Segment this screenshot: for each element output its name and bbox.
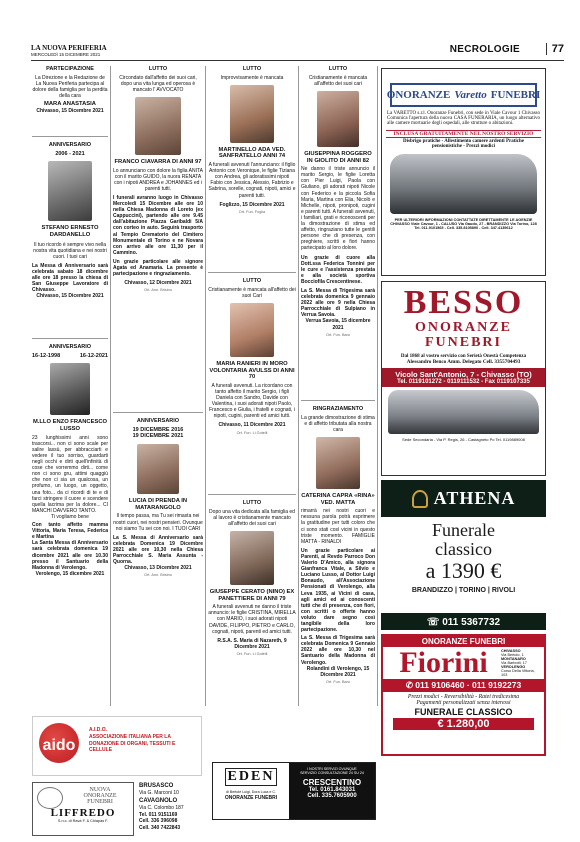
ad-athena[interactable]: ATHENA Funerale classico a 1390 € BRANDIZZO | TORINO | RIVOLI ☏ 011 5367732: [381, 480, 546, 630]
issue-date: MERCOLEDÌ 15 DICEMBRE 2021: [31, 52, 101, 57]
portrait-photo: [137, 444, 179, 494]
column-divider: [298, 66, 299, 706]
column-divider: [110, 66, 111, 706]
column-1: [32, 66, 108, 712]
notice-lutto-ciavarra: LUTTO Circondato dall'affetto dei suoi cari, dopo una vita lunga ed operosa è mancato l' AVVOCATO FRANCO CIAVARRA DI ANNI 97 Lo annunciano con dolore la figlia ANITA con il marito GUIDO, la nuora RENATA con i nipoti ANDREA e JOHANNES ed i parenti tutti. I funerali avranno luogo in Chivasso Mercoledì 15 Dicembre alle ore 10 nella Chiesa Madonna di Loreto (ex Cappuccini), partendo alle ore 9.45 dall'abitazione Piazza Garibaldi 5/A con corteo in auto. Seguirà trasporto al Tempio Crematorio del Cimitero Monumentale di Torino e ne Novara con arrivo alle ore 11,30 per il Cammino. Un grazie particolare alle signore Agata ed Anamaria. La presente è partecipazione e ringraziamento. Chivasso, 12 Dicembre 2021 Ort. Ann. Brisino: [113, 66, 203, 293]
ad-liffredo-addresses: BRUSASCO Via G. Marconi 10 CAVAGNOLO Via C. Colombo 187 Tel. 011 9151169 Cell. 336 396098 Cell. 340 7422843: [139, 783, 184, 832]
ad-aido[interactable]: aido A.I.D.O. ASSOCIAZIONE ITALIANA PER LA DONAZIONE DI ORGANI, TESSUTI E CELLULE: [32, 716, 202, 776]
notice-anniversario-lusso: ANNIVERSARIO 16-12-1998 16-12-2021 M.LLO ENZO FRANCESCO LUSSO 23 lunghissimi anni sono trascorsi... non ci sono scale per salire lassù, per abbracciarti e vedere il tuo sorriso, guardarti negli occhi e dirti quell'infinità di cose che vorremmo dirti... come non ci sono gru, attimi quaggiù che non ci sia un qualcosa, un profumo, un luogo, un oggetto, una foto... da ci ricordi di te e di farci stringere il cuore e scendere quella lacrima per la dolore... CI MANCHI DAVVERO TANTO. Ti vogliamo bene Con tanto affetto mamma Vittoria, Maria Teresa, Federica e Martina La Santa Messa di Anniversario sarà celebrata domenica 19 dicembre 2021 alle ore 10.30 presso il Santuario della Madonna di Verolengo. Verolengo, 15 dicembre 2021: [32, 344, 108, 577]
hearse-photo: [388, 390, 539, 434]
portrait-photo: [135, 97, 181, 155]
portrait-photo: [230, 531, 274, 585]
divider: [113, 412, 203, 413]
page-header: [31, 44, 564, 61]
liffredo-logo-icon: [37, 787, 63, 809]
divider: [32, 338, 108, 339]
notice-lutto-roggero: LUTTO Cristianamente è mancata all'affetto dei suoi cari GIUSEPPINA ROGGERO IN GIOLITO DI ANNI 82 Ne danno il triste annuncio il marito Sergio, le figlie Loretta con Pier Luigi, Paola con Giuliano, gli adorati nipoti Nicole con Federico e la piccola Sofia Maria, Martina con Elia, Nicolò e Michelle, nipoti, pronipoti, cugini e parenti tutti. A funerali avvenuti, i familiari, grati e riconoscenti per la dimostrazione di stima ed affetto, ringraziano tutte le gentili persone che di presenza, con preghiere, scritti e fiori hanno partecipato al loro dolore. Un grazie di cuore alla Dott.ssa Federica Tonnini per le cure e l'assistenza prestata e alla società sportiva Bocciofila Crescentinese. La S. Messa di Trigesima sarà celebrata domenica 9 gennaio 2022 alle ore 9 nella Chiesa Parrocchiale di Sulpiano in Verrua Savoia. Verrua Savoia, 15 dicembre 2021 Ort. Fun. Baro: [301, 66, 375, 337]
notice-anniversario-dardanello: ANNIVERSARIO 2006 - 2021 STEFANO ERNESTO DARDANELLO Il tuo ricordo è sempre vivo nella nostra vita quotidiana e nei nostri cuori. I tuoi cari La Messa di Anniversario sarà celebrata sabato 18 dicembre alle ore 18 presso la chiesa di San Giuseppe Lavoratore di Chivasso. Chivasso, 15 Dicembre 2021: [32, 142, 108, 300]
athena-logo-icon: [412, 490, 428, 508]
column-2: [113, 66, 203, 712]
portrait-photo: [317, 91, 359, 147]
ad-fiorini[interactable]: ONORANZE FUNEBRI Fiorini CHIVASSO Via Bertolo, 1 MONTANARO Via Barbotti, 17 VEROLENGO Corso Della Vittoria, 103 ✆ 011 9106460 · 011 9192273 Prezzi modici - Reversibilità - Ratei tredicesima Pagamenti personalizzati senza interessi FUNERALE CLASSICO € 1.280,00: [381, 634, 546, 756]
portrait-photo: [50, 363, 90, 415]
ad-liffredo[interactable]: NUOVA ONORANZE FUNEBRI LIFFREDO S.n.c. di Ravà F. & Chiapas F.: [32, 782, 134, 836]
section-title: NECROLOGIE: [449, 44, 520, 55]
portrait-photo: [316, 437, 360, 489]
notice-ringraziamento-capra: RINGRAZIAMENTO La grande dimostrazione di stima e di affetto tributata alla nostra cara CATERINA CAPRA «RINA» VED. MATTA rimarrà nei nostri cuori e nessuna parola potrà esprimere la gratitudine per tutti coloro che ci sono stati così vicini in questo triste momento. FAMIGLIE MATTA - RINALDI Un grazie particolare ai Parenti, al Revdo Parroco Don Valerio D'Amico, alla signora Gianfranca Vitale, a Silvio e Luciano Lusso, al Dottor Luigi Bonaudo, all'Associazione Pensionati di Verolengo, alla Leva 1935, ai Vicini di casa, agli amici ed ai conoscenti tutti che di presenza, con fiori, con scritti o offerte hanno voluto dare segno così tangibile della loro partecipazione. La S. Messa di Trigesima sarà celebrata Domenica 9 Gennaio 2022 alle ore 10,30 nel Santuario della Madonna di Verolengo. Rolandini di Verolengo, 15 Dicembre 2021 Ort. Fun. Baro: [301, 406, 375, 684]
column-4: [301, 66, 375, 742]
divider: [301, 400, 375, 401]
divider: [208, 272, 296, 273]
varetto-logo: ONORANZE Varetto FUNEBRI: [390, 83, 537, 107]
divider: [32, 136, 108, 137]
ad-besso[interactable]: BESSO ONORANZE FUNEBRI Dal 1868 al vostro servizio con Serietà Onestà Competenza Alessandro Benco Amm. Delegato Cell. 3355704493 Vicolo Sant'Antonio, 7 - Chivasso (TO) Tel. 0119101272 - 0119111532 - Fax 0119107335 Sede Secondaria - Via P. Regis, 26 - Castagneto Po Tel. 0119889008: [381, 281, 546, 476]
portrait-photo: [230, 303, 274, 357]
portrait-photo: [48, 161, 92, 221]
notice-anniversario-diprenda: ANNIVERSARIO 19 DICEMBRE 2016 19 DICEMBRE 2021 LUCIA DI PRENDA IN MATARANGOLO Il tempo passa, ma Tu sei rimasta nei nostri cuori, nei nostri pensieri. Ovunque noi siamo Tu sei con noi. I TUOI CARI La S. Messa di Anniversario sarà celebrata Domenica 19 Dicembre 2021 alle ore 10,30 nella Chiesa Parrocchiale S. Maria Assunta - Quorna. Chivasso, 13 Dicembre 2021 Ort. Ann. Brisino: [113, 418, 203, 578]
column-divider: [205, 66, 206, 706]
column-divider: [377, 66, 378, 706]
notice-lutto-ranieri: LUTTO Cristianamente è mancata all'affetto dei suoi Cari MARIA RANIERI IN MORO VOLONTARIA AVULSS DI ANNI 70 A funerali avvenuti. La ricordano con tanto affetto il marito Sergio, i figli Daniela con Sandro, Davide con Valentina, i suoi adorati nipoti Paolo, Francesco e Giulia, i fratelli e cognati, i nipoti, cugini, parenti ed amici tutti. Chivasso, 11 Dicembre 2021 Ort. Fun. Li Gotelli: [208, 278, 296, 435]
notice-lutto-cerato: LUTTO Dopo una vita dedicata alla famiglia ed al lavoro è cristianamente mancato all'affetto dei suoi cari GIUSEPPE CERATO (NINO) EX PANETTIERE DI ANNI 79 A funerali avvenuti ne danno il triste annuncio: le figlie CRISTINA, MIRELLA con MARIO, i suoi adorati nipoti DAVIDE, FILIPPO, PIETRO e CARLO, cognati, nipoti, parenti ed amici tutti. R.S.A. S. Maria di Nazareth, 9 Dicembre 2021 Ort. Fun. Li Gotelli: [208, 500, 296, 656]
hearse-photo: [390, 154, 537, 214]
portrait-photo: [230, 85, 274, 143]
page-number: 77: [546, 43, 564, 55]
notice-partecipazione: PARTECIPAZIONE La Direzione e la Redazione de La Nuova Periferia partecipa al dolore della famiglia per la perdita della cara MARA ANASTASIA Chivasso, 15 Dicembre 2021: [32, 66, 108, 114]
ad-eden[interactable]: EDEN di Bertolè Luigi, Dora Luca e C. ONORANZE FUNEBRI I NOSTRI SERVIZI OVUNQUE SERVIZIO CONSULTAZIONE 24 SU 24 CRESCENTINO Tel. 0161.843031 Cell. 335.7605900: [212, 762, 376, 820]
divider: [208, 494, 296, 495]
newspaper-name: LA NUOVA PERIFERIA: [31, 44, 107, 52]
notice-lutto-martinello: LUTTO Improvvisamente è mancata MARTINELLO ADA VED. SANFRATELLO ANNI 74 A funerali avvenuti l'annunciano: il figlio Antonio con Veronique, le figlie Tiziana con Andrea, gli adoratissimi nipoti Fabio con Jessica, Alessio, Fabrizio e Sabrina, sorelle, cognati, nipoti, amici e parenti tutti. Foglizzo, 15 Dicembre 2021 Ort. Fun. Foglia: [208, 66, 296, 214]
ad-varetto[interactable]: ONORANZE Varetto FUNEBRI La VARETTO s.r.l. Onoranze Funebri, con sede in Viale Cavour 1 Chivasso Comunica l'apertura della nuova CASA FUNERARIA, un luogo alternativo alle camere mortuarie degli ospedali, alle strutture o abitazioni. INCLUSA GRATUITAMENTE NEL NOSTRO SERVIZIO Disbrigo pratiche - Allestimento camere ardenti Pratiche pensionistiche - Prezzi modici PER ULTERIORI INFORMAZIONI CONTATTATE DIRETTAMENTE LE AGENZIE CHIVASSO Viale Cavour, 1 - CALUSO Via Gaudo, 27 - BRANDIZZO Via Torino, 128 Tel. 011.9101565 - Cell. 335.8105890 - Cell. 347.4139612: [381, 68, 546, 276]
column-3: [208, 66, 296, 712]
